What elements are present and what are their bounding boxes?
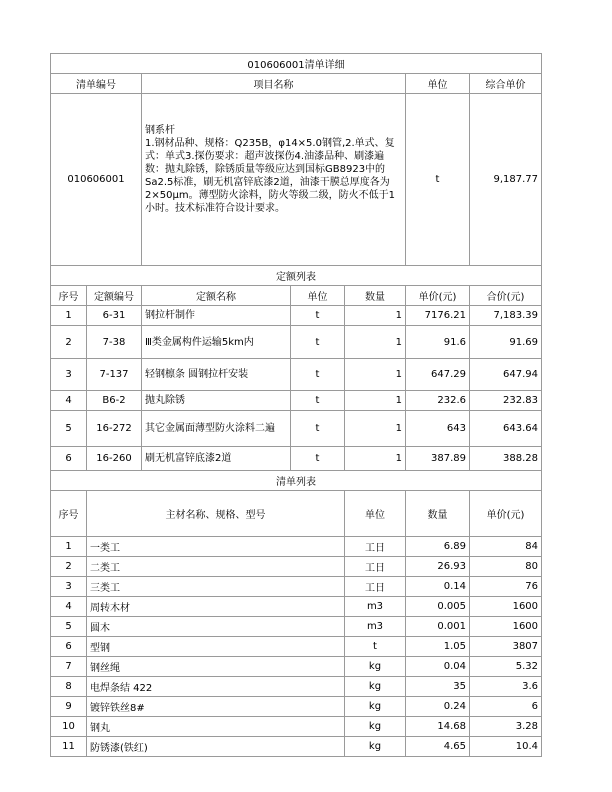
material-row-no: 8: [51, 677, 87, 697]
material-row: [51, 737, 542, 757]
quota-row-price: 647.29: [406, 359, 470, 391]
quota-row-unit: t: [291, 447, 345, 471]
material-row-price: 6: [470, 697, 542, 717]
material-row-no: 1: [51, 537, 87, 557]
quota-row-price: 91.6: [406, 326, 470, 359]
material-row-no: 7: [51, 657, 87, 677]
material-row-unit: 工日: [345, 577, 406, 597]
quota-row-total: 91.69: [470, 326, 542, 359]
material-row-name: 镀锌铁丝8#: [87, 697, 345, 717]
quota-row-code: 16-260: [87, 447, 142, 471]
material-row-price: 10.4: [470, 737, 542, 757]
material-row-name: 周转木材: [87, 597, 345, 617]
quota-row-total: 388.28: [470, 447, 542, 471]
quota-row-code: B6-2: [87, 391, 142, 411]
material-row: [51, 637, 542, 657]
material-row-qty: 4.65: [406, 737, 470, 757]
item-unit: t: [406, 94, 470, 266]
quota-row-name: 刷无机富锌底漆2道: [142, 447, 291, 471]
material-row-qty: 0.005: [406, 597, 470, 617]
material-row-name: 二类工: [87, 557, 345, 577]
material-row: [51, 617, 542, 637]
material-row-qty: 35: [406, 677, 470, 697]
quota-col-qty: 数量: [345, 286, 406, 306]
quota-col-name: 定额名称: [142, 286, 291, 306]
material-row-no: 5: [51, 617, 87, 637]
quota-row-price: 643: [406, 411, 470, 447]
material-row-price: 1600: [470, 597, 542, 617]
material-row-qty: 0.001: [406, 617, 470, 637]
material-col-unit: 单位: [345, 491, 406, 537]
material-row-price: 1600: [470, 617, 542, 637]
quota-row: [51, 391, 542, 411]
quota-col-no: 序号: [51, 286, 87, 306]
quota-row-no: 4: [51, 391, 87, 411]
quota-row-unit: t: [291, 411, 345, 447]
quota-row-no: 5: [51, 411, 87, 447]
quota-row-no: 6: [51, 447, 87, 471]
material-row: [51, 677, 542, 697]
material-row-name: 电焊条结 422: [87, 677, 345, 697]
quota-row-price: 7176.21: [406, 306, 470, 326]
quota-col-price: 单价(元): [406, 286, 470, 306]
quota-row: [51, 411, 542, 447]
material-row-no: 2: [51, 557, 87, 577]
quota-row-total: 7,183.39: [470, 306, 542, 326]
quota-rows: [51, 306, 542, 471]
material-row-unit: 工日: [345, 537, 406, 557]
quota-section-title: 定额列表: [51, 266, 542, 286]
material-row-no: 11: [51, 737, 87, 757]
quota-row-total: 232.83: [470, 391, 542, 411]
material-rows: [51, 537, 542, 757]
item-description: 钢系杆 1.钢材品种、规格：Q235B，φ14×5.0钢管,2.单式、复式：单式3.探伤要求：超声波探伤4.油漆品种、刷漆遍数：抛丸除锈，除锈质量等级应达到国标GB8923中的Sa2.5标准，刷无机富锌底漆2道，油漆干膜总厚度各为2×50μm。薄型防火涂料，防火等级二级，防火不低于1小时。技术标准符合设计要求。: [142, 94, 406, 266]
material-row-qty: 26.93: [406, 557, 470, 577]
quota-row-qty: 1: [345, 326, 406, 359]
quota-row-total: 643.64: [470, 411, 542, 447]
material-row: [51, 697, 542, 717]
material-row-unit: kg: [345, 697, 406, 717]
material-row-no: 10: [51, 717, 87, 737]
material-row-qty: 0.04: [406, 657, 470, 677]
material-section-title: 清单列表: [51, 471, 542, 491]
material-row-name: 防锈漆(铁红): [87, 737, 345, 757]
material-row-name: 一类工: [87, 537, 345, 557]
material-row: [51, 537, 542, 557]
item-price: 9,187.77: [470, 94, 542, 266]
material-row-qty: 1.05: [406, 637, 470, 657]
quota-row-qty: 1: [345, 411, 406, 447]
quota-row-price: 387.89: [406, 447, 470, 471]
item-code: 010606001: [51, 94, 142, 266]
quota-row-no: 2: [51, 326, 87, 359]
quota-row-unit: t: [291, 391, 345, 411]
material-row-name: 三类工: [87, 577, 345, 597]
material-row: [51, 557, 542, 577]
material-row-price: 3.6: [470, 677, 542, 697]
quota-row-name: 轻钢檩条 圆钢拉杆安装: [142, 359, 291, 391]
material-row-qty: 6.89: [406, 537, 470, 557]
name-header: 项目名称: [142, 74, 406, 94]
quota-row-name: 抛丸除锈: [142, 391, 291, 411]
unit-header: 单位: [406, 74, 470, 94]
material-row-price: 3.28: [470, 717, 542, 737]
material-row-unit: t: [345, 637, 406, 657]
quota-row-unit: t: [291, 359, 345, 391]
material-row-name: 型钢: [87, 637, 345, 657]
price-header: 综合单价: [470, 74, 542, 94]
material-row-no: 6: [51, 637, 87, 657]
quota-row-qty: 1: [345, 359, 406, 391]
material-row-price: 3807: [470, 637, 542, 657]
material-row-name: 钢丸: [87, 717, 345, 737]
material-row-name: 圆木: [87, 617, 345, 637]
material-row-price: 80: [470, 557, 542, 577]
material-row-unit: kg: [345, 677, 406, 697]
material-row-price: 84: [470, 537, 542, 557]
quota-row-qty: 1: [345, 447, 406, 471]
material-row: [51, 577, 542, 597]
material-col-name: 主材名称、规格、型号: [87, 491, 345, 537]
material-row-unit: kg: [345, 737, 406, 757]
quota-row-no: 3: [51, 359, 87, 391]
material-row-price: 5.32: [470, 657, 542, 677]
material-row-unit: m3: [345, 597, 406, 617]
quota-row-no: 1: [51, 306, 87, 326]
material-row-no: 3: [51, 577, 87, 597]
quota-row-name: 钢拉杆制作: [142, 306, 291, 326]
quota-row-code: 16-272: [87, 411, 142, 447]
material-row-name: 钢丝绳: [87, 657, 345, 677]
material-row: [51, 597, 542, 617]
quota-row-unit: t: [291, 306, 345, 326]
quota-row-name: Ⅲ类金属构件运输5km内: [142, 326, 291, 359]
material-row-qty: 0.14: [406, 577, 470, 597]
quota-row: [51, 306, 542, 326]
quota-row-total: 647.94: [470, 359, 542, 391]
material-row-qty: 0.24: [406, 697, 470, 717]
material-row-unit: m3: [345, 617, 406, 637]
quota-row-qty: 1: [345, 306, 406, 326]
quota-col-code: 定额编号: [87, 286, 142, 306]
material-row-unit: kg: [345, 717, 406, 737]
material-row: [51, 657, 542, 677]
quota-row-qty: 1: [345, 391, 406, 411]
quota-row-code: 7-137: [87, 359, 142, 391]
quota-row: [51, 326, 542, 359]
quota-row-code: 6-31: [87, 306, 142, 326]
quota-col-unit: 单位: [291, 286, 345, 306]
code-header: 清单编号: [51, 74, 142, 94]
bill-detail-table: [50, 53, 542, 757]
table-title: 010606001清单详细: [51, 54, 542, 74]
material-col-qty: 数量: [406, 491, 470, 537]
material-row-no: 9: [51, 697, 87, 717]
material-row-qty: 14.68: [406, 717, 470, 737]
material-row-unit: 工日: [345, 557, 406, 577]
quota-row-code: 7-38: [87, 326, 142, 359]
material-row-unit: kg: [345, 657, 406, 677]
quota-row: [51, 447, 542, 471]
material-row-no: 4: [51, 597, 87, 617]
quota-row: [51, 359, 542, 391]
material-col-no: 序号: [51, 491, 87, 537]
quota-row-price: 232.6: [406, 391, 470, 411]
material-row-price: 76: [470, 577, 542, 597]
quota-row-name: 其它金属面薄型防火涂料二遍: [142, 411, 291, 447]
quota-row-unit: t: [291, 326, 345, 359]
quota-col-total: 合价(元): [470, 286, 542, 306]
material-col-price: 单价(元): [470, 491, 542, 537]
material-row: [51, 717, 542, 737]
